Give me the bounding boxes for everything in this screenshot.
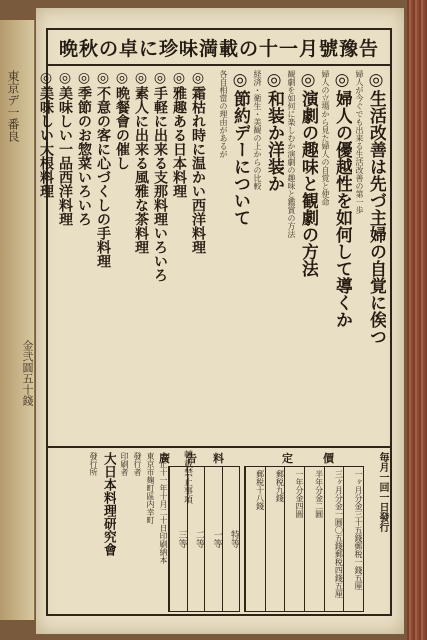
menu-item-1: ◎霜枯れ時に温かい西洋料理 <box>190 70 206 254</box>
headline-5: ◎節約デーについて <box>230 70 250 226</box>
issue-frequency: 毎月一回一日發行 <box>377 452 388 532</box>
feature-articles <box>218 70 386 446</box>
contents-body <box>38 66 390 446</box>
ad-rate-cell: 三等 <box>169 467 187 611</box>
menu-item-8: ◎美味しい一品西洋料理 <box>57 70 73 226</box>
price-title: 定價 <box>282 452 364 465</box>
reprint-notice: 轉載禁止事項 <box>182 450 192 504</box>
ad-rate-title: 廣告料 <box>159 452 240 465</box>
ad-rate-cell: 二等 <box>187 467 205 611</box>
recipe-menus <box>36 70 206 446</box>
price-cell: 三ヶ月分金一圓〇五錢郵税四錢五厘 <box>324 467 344 611</box>
menu-item-4: ◎素人に出来る風雅な茶料理 <box>133 70 149 254</box>
menu-item-9: ◎美味しい大根料理 <box>38 70 54 198</box>
price-cell: 郵税九錢 <box>265 467 285 611</box>
headline-note-4: 経済・衛生・美観の上からの比較 <box>253 70 262 190</box>
headline-note-5: 各自相當の理由があるが <box>219 70 228 158</box>
headline-3: ◎演劇の趣味と観劇の方法 <box>298 70 318 277</box>
headline-note-3: 観劇を如何に楽しむか演劇の趣味と鑑賞の方法 <box>287 70 296 238</box>
price-cell: 一ヶ月分金三十五錢郵税一錢五厘 <box>343 467 363 611</box>
headline-note-1: 婦人が今ぐでも出来る生活改善の第一歩 <box>355 70 364 214</box>
book-edge <box>407 0 427 640</box>
publisher-line: 東京市麹町區内幸町 <box>146 452 155 524</box>
price-cell: 一年分金四圓 <box>284 467 304 611</box>
colophon <box>48 446 390 616</box>
menu-item-3: ◎手軽に出来る支那料理いろいろ <box>152 70 168 282</box>
headline-note-2: 婦人の立場から見た婦人の自覚と使命 <box>321 70 330 206</box>
headline-1: ◎生活改善は先づ主婦の自覚に俟つ <box>366 70 386 345</box>
price-cell: 郵税十八錢 <box>245 467 265 611</box>
publisher-block <box>50 452 168 612</box>
advertisement-frame <box>38 28 392 616</box>
magazine-page <box>36 8 404 634</box>
publisher-line: 印刷者 <box>120 452 129 476</box>
ad-rate-cell: 一等 <box>204 467 222 611</box>
publisher-line: 發行所 <box>89 452 98 476</box>
menu-item-7: ◎季節のお惣菜いろいろ <box>76 70 92 226</box>
menu-item-2: ◎雅趣ある日本料理 <box>171 70 187 198</box>
banner-text: 晩秋の卓に珍味満載の十一月號豫告 <box>59 37 380 60</box>
menu-item-6: ◎不意の客に心づくしの手料理 <box>95 70 111 268</box>
left-page-text-1: 東京デ一番良 <box>6 70 20 142</box>
ad-rate-cell: 特等 <box>222 467 240 611</box>
headline-4: ◎和装か洋装か <box>264 70 284 192</box>
publisher-date: 大正十一年十月二十日印刷納本 <box>159 452 168 564</box>
left-page <box>0 20 35 620</box>
menu-item-5: ◎晩餐會の催し <box>114 70 130 170</box>
publisher-name: 大日本料理研究會 <box>101 452 116 556</box>
headline-2: ◎婦人の優越性を如何して導くか <box>332 70 352 328</box>
publisher-line: 發行者 <box>133 452 142 476</box>
issue-preview-banner <box>48 30 390 66</box>
price-cell: 半年分金二圓 <box>304 467 324 611</box>
price-table <box>244 466 364 612</box>
left-page-text-2: 金弐圓五十錢 <box>21 340 34 406</box>
